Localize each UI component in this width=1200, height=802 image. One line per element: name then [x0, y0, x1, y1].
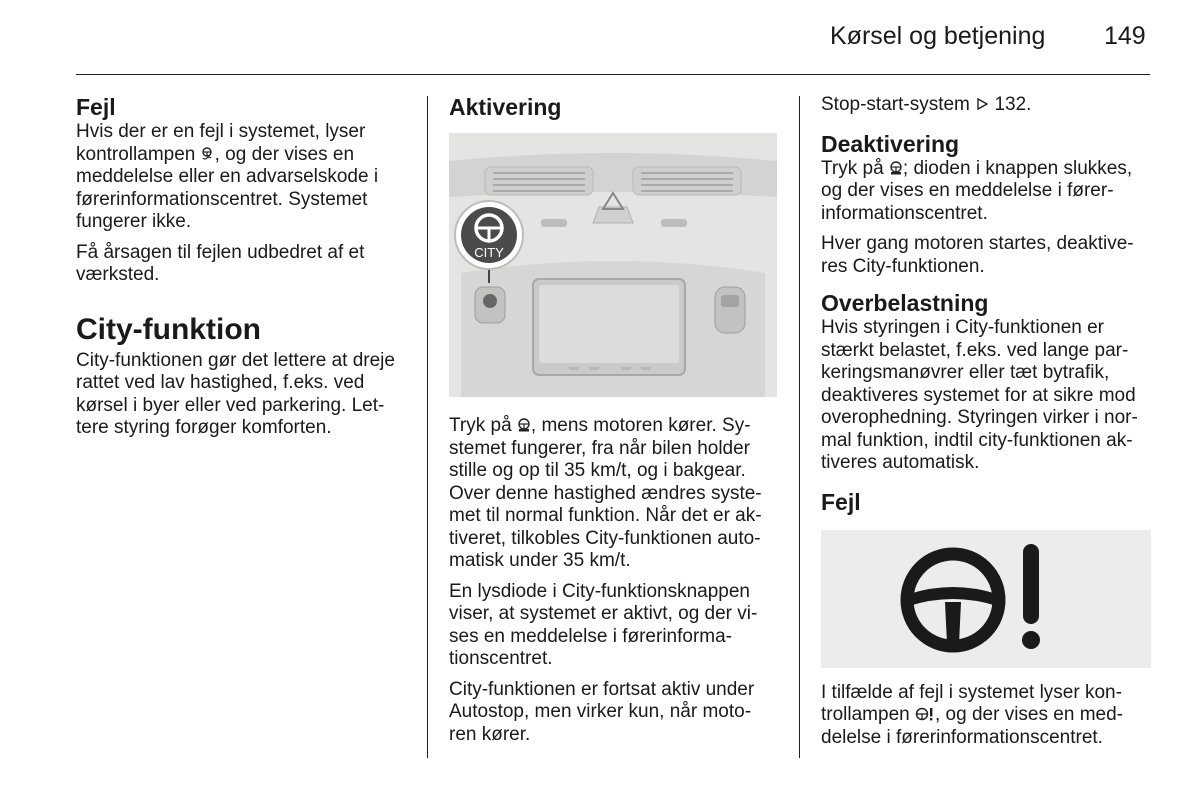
steering-warning-large-icon: [821, 530, 1151, 668]
text-line: I tilfælde af fejl i systemet lyser kon-: [821, 681, 1122, 703]
steering-warning-small-icon: [915, 707, 935, 721]
running-header-title: Kørsel og betjening: [830, 22, 1046, 50]
text-line: met til normal funktion. Når det er ak-: [449, 505, 762, 526]
text-span: Stop-start-system: [821, 94, 970, 115]
city-steering-icon: [517, 418, 531, 432]
city-button-label: CITY: [474, 245, 504, 260]
header-divider: [76, 74, 1150, 75]
fejl-paragraph-1: [76, 121, 410, 234]
aktivering-heading: Aktivering: [449, 94, 562, 120]
text-line: Hver gang motoren startes, deaktive-: [821, 233, 1134, 254]
overbelastning-paragraph: [821, 317, 1153, 475]
stop-start-reference: [821, 94, 1153, 117]
text-span: ; dioden i knappen slukkes,: [902, 157, 1133, 179]
text-line: [821, 158, 1153, 181]
fejl-heading-1: Fejl: [76, 94, 116, 120]
fejl-heading-2: Fejl: [821, 488, 861, 515]
text-span: , og der vises en: [214, 143, 355, 165]
text-span: Tryk på: [449, 415, 512, 436]
text-line: mal funktion, indtil city-funktionen ak-: [821, 429, 1133, 451]
deaktivering-paragraph-2: [821, 233, 1153, 278]
column-3: [821, 94, 1153, 749]
text-span: , mens motoren kører. Sy-: [530, 415, 751, 436]
city-funktion-heading: City-funktion: [76, 312, 261, 346]
text-span: Tryk på: [821, 157, 884, 179]
steering-warning-figure: [821, 530, 1151, 668]
fejl-paragraph-3: [821, 682, 1153, 750]
text-line: Få årsagen til fejlen udbedret af et: [76, 241, 365, 263]
text-line: tionscentret.: [449, 648, 553, 669]
text-line: fungerer ikke.: [76, 211, 192, 232]
text-line: ren kører.: [449, 723, 531, 745]
text-line: Autostop, men virker kun, når moto-: [449, 701, 752, 722]
text-line: res City-funktionen.: [821, 255, 985, 277]
text-span: , og der vises en med-: [935, 704, 1123, 725]
text-span: kontrollampen: [76, 143, 196, 165]
deaktivering-paragraph-1: [821, 158, 1153, 226]
text-line: førerinformationscentret. Systemet: [76, 188, 368, 210]
text-line: informationscentret.: [821, 202, 988, 224]
text-line: City-funktionen er fortsat aktiv under: [449, 678, 755, 700]
column-1: [76, 94, 410, 440]
steering-warning-small-icon: [201, 147, 215, 161]
text-line: meddelelse eller en advarselskode i: [76, 166, 379, 187]
column-2: [449, 94, 779, 746]
text-line: City-funktionen gør det lettere at dreje: [76, 349, 395, 371]
text-line: værksted.: [76, 264, 160, 285]
text-line: [821, 704, 1153, 727]
text-line: stemet fungerer, fra når bilen holder: [449, 437, 751, 459]
text-line: Hvis styringen i City-funktionen er: [821, 317, 1104, 338]
text-line: rattet ved lav hastighed, f.eks. ved: [76, 372, 365, 393]
text-line: tiveres automatisk.: [821, 452, 980, 473]
text-line: stille og op til 35 km/t, og i bakgear.: [449, 460, 746, 481]
text-span: trollampen: [821, 704, 910, 725]
page-number: 149: [1104, 22, 1146, 50]
aktivering-paragraph-1: [449, 415, 779, 573]
city-steering-icon: [889, 161, 903, 175]
text-line: stærkt belastet, f.eks. ved lange par-: [821, 339, 1129, 361]
dashboard-illustration: [449, 133, 777, 397]
text-line: keringsmanøvrer eller tæt bytrafik,: [821, 362, 1110, 383]
column-divider-2: [799, 96, 800, 758]
text-line: [76, 144, 410, 167]
text-line: ses en meddelelse i førerinforma-: [449, 625, 732, 647]
fejl-paragraph-2: [76, 242, 410, 287]
text-line: Over denne hastighed ændres syste-: [449, 482, 762, 504]
dashboard-photo: [449, 133, 777, 397]
deaktivering-heading: Deaktivering: [821, 130, 960, 157]
text-line: viser, at systemet er aktivt, og der vi-: [449, 603, 758, 624]
text-line: deaktiveres systemet for at sikre mod: [821, 384, 1136, 406]
reference-page[interactable]: 132.: [994, 94, 1032, 115]
column-divider-1: [427, 96, 428, 758]
text-line: tiveret, tilkobles City-funktionen auto-: [449, 527, 761, 549]
text-line: Hvis der er en fejl i systemet, lyser: [76, 121, 366, 142]
aktivering-paragraph-3: [449, 679, 779, 747]
overbelastning-heading: Overbelastning: [821, 290, 989, 316]
city-paragraph: [76, 350, 410, 440]
text-line: delelse i førerinformationscentret.: [821, 726, 1103, 748]
text-line: kørsel i byer eller ved parkering. Let-: [76, 394, 385, 416]
text-line: [449, 415, 779, 438]
page-reference-arrow-icon[interactable]: [975, 97, 989, 111]
text-line: En lysdiode i City-funktionsknappen: [449, 580, 751, 602]
text-line: matisk under 35 km/t.: [449, 550, 631, 571]
aktivering-paragraph-2: [449, 581, 779, 671]
text-line: tere styring forøger komforten.: [76, 417, 332, 438]
text-line: overophedning. Styringen virker i nor-: [821, 407, 1138, 428]
text-line: og der vises en meddelelse i fører-: [821, 180, 1114, 201]
